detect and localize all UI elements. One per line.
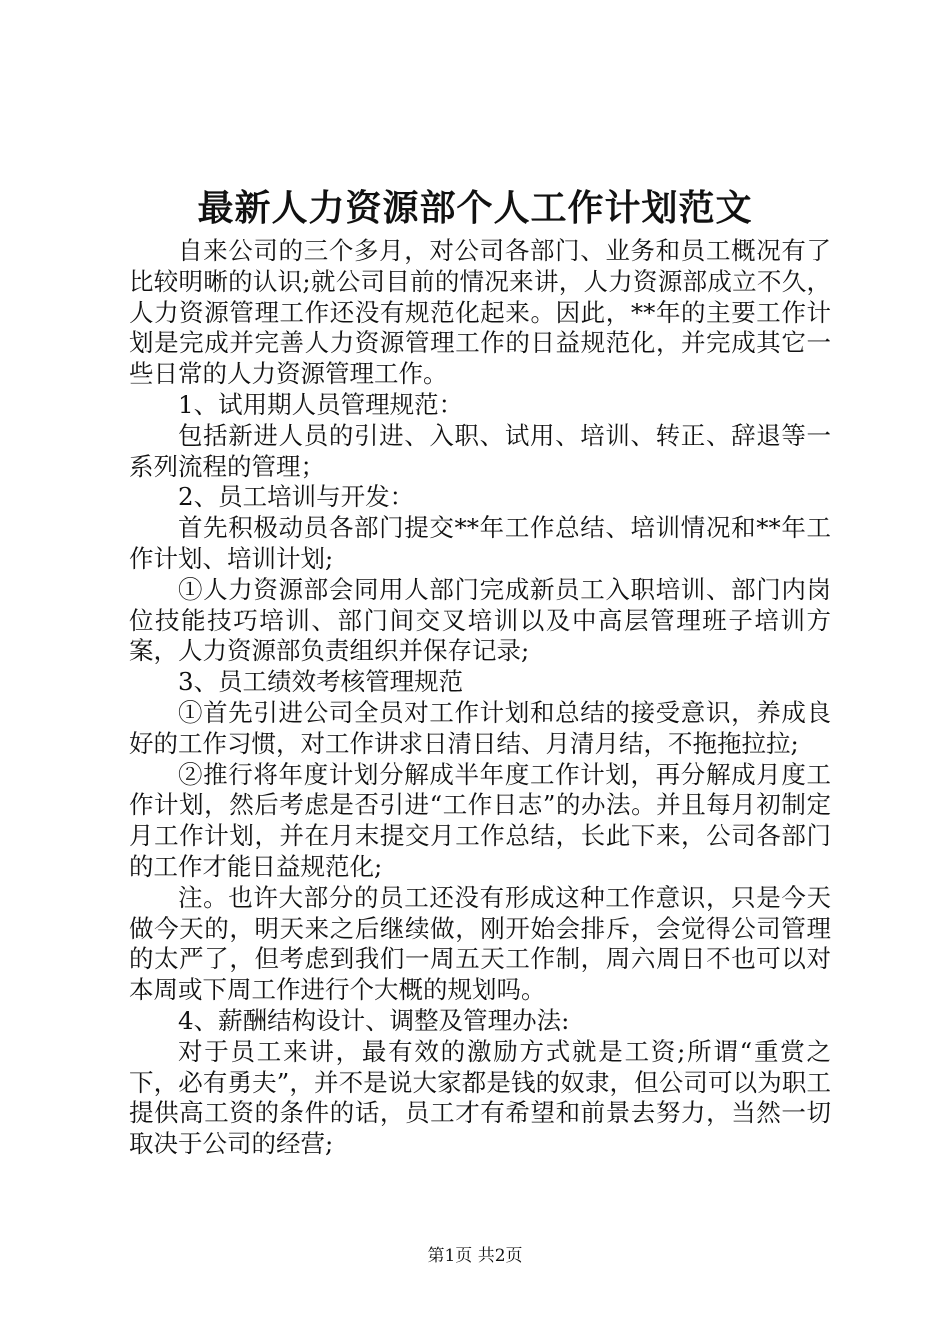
heading-probation-management: 1、试用期人员管理规范：	[178, 389, 464, 419]
paragraph-training-plan: ①人力资源部会同用人部门完成新员工入职培训、部门内岗位技能技巧培训、部门间交叉培训以及中高层管理班子培训方案，人力资源部负责组织并保存记录;	[129, 574, 831, 666]
paragraph-note: 注。也许大部分的员工还没有形成这种工作意识，只是今天做今天的，明天来之后继续做，刚开始会排斥，会觉得公司管理的太严了，但考虑到我们一周五天工作制，周六周日不也可以对本周或下周工作进行个大概的规划吗。	[129, 882, 831, 1005]
paragraph-probation-scope: 包括新进人员的引进、入职、试用、培训、转正、辞退等一系列流程的管理；	[129, 420, 831, 481]
paragraph-intro: 自来公司的三个多月，对公司各部门、业务和员工概况有了比较明晰的认识;就公司目前的情况来讲，人力资源部成立不久，人力资源管理工作还没有规范化起来。因此，**年的主要工作计划是完成并完善人力资源管理工作的日益规范化，并完成其它一些日常的人力资源管理工作。	[129, 236, 831, 389]
paragraph-training-submission: 首先积极动员各部门提交**年工作总结、培训情况和**年工作计划、培训计划;	[129, 513, 831, 573]
paragraph-performance-plans: ②推行将年度计划分解成半年度工作计划，再分解成月度工作计划，然后考虑是否引进“工作日志”的办法。并且每月初制定月工作计划，并在月末提交月工作总结，长此下来，公司各部门的工作才能日益规范化;	[129, 759, 831, 881]
heading-performance-appraisal: 3、员工绩效考核管理规范	[178, 667, 464, 697]
heading-salary-structure: 4、薪酬结构设计、调整及管理办法:	[178, 1005, 570, 1035]
paragraph-performance-awareness: ①首先引进公司全员对工作计划和总结的接受意识，养成良好的工作习惯，对工作讲求日清日结、月清月结，不拖拖拉拉;	[129, 697, 831, 758]
document-body	[129, 236, 831, 1160]
document-title: 最新人力资源部个人工作计划范文	[197, 187, 753, 229]
heading-training-development: 2、员工培训与开发：	[178, 482, 415, 512]
page-number-footer: 第1页 共2页	[427, 1246, 523, 1266]
paragraph-salary-incentive: 对于员工来讲，最有效的激励方式就是工资;所谓“重赏之下，必有勇夫”，并不是说大家都是钱的奴隶，但公司可以为职工提供高工资的条件的话，员工才有希望和前景去努力，当然一切取决于公司的经营;	[129, 1036, 831, 1159]
